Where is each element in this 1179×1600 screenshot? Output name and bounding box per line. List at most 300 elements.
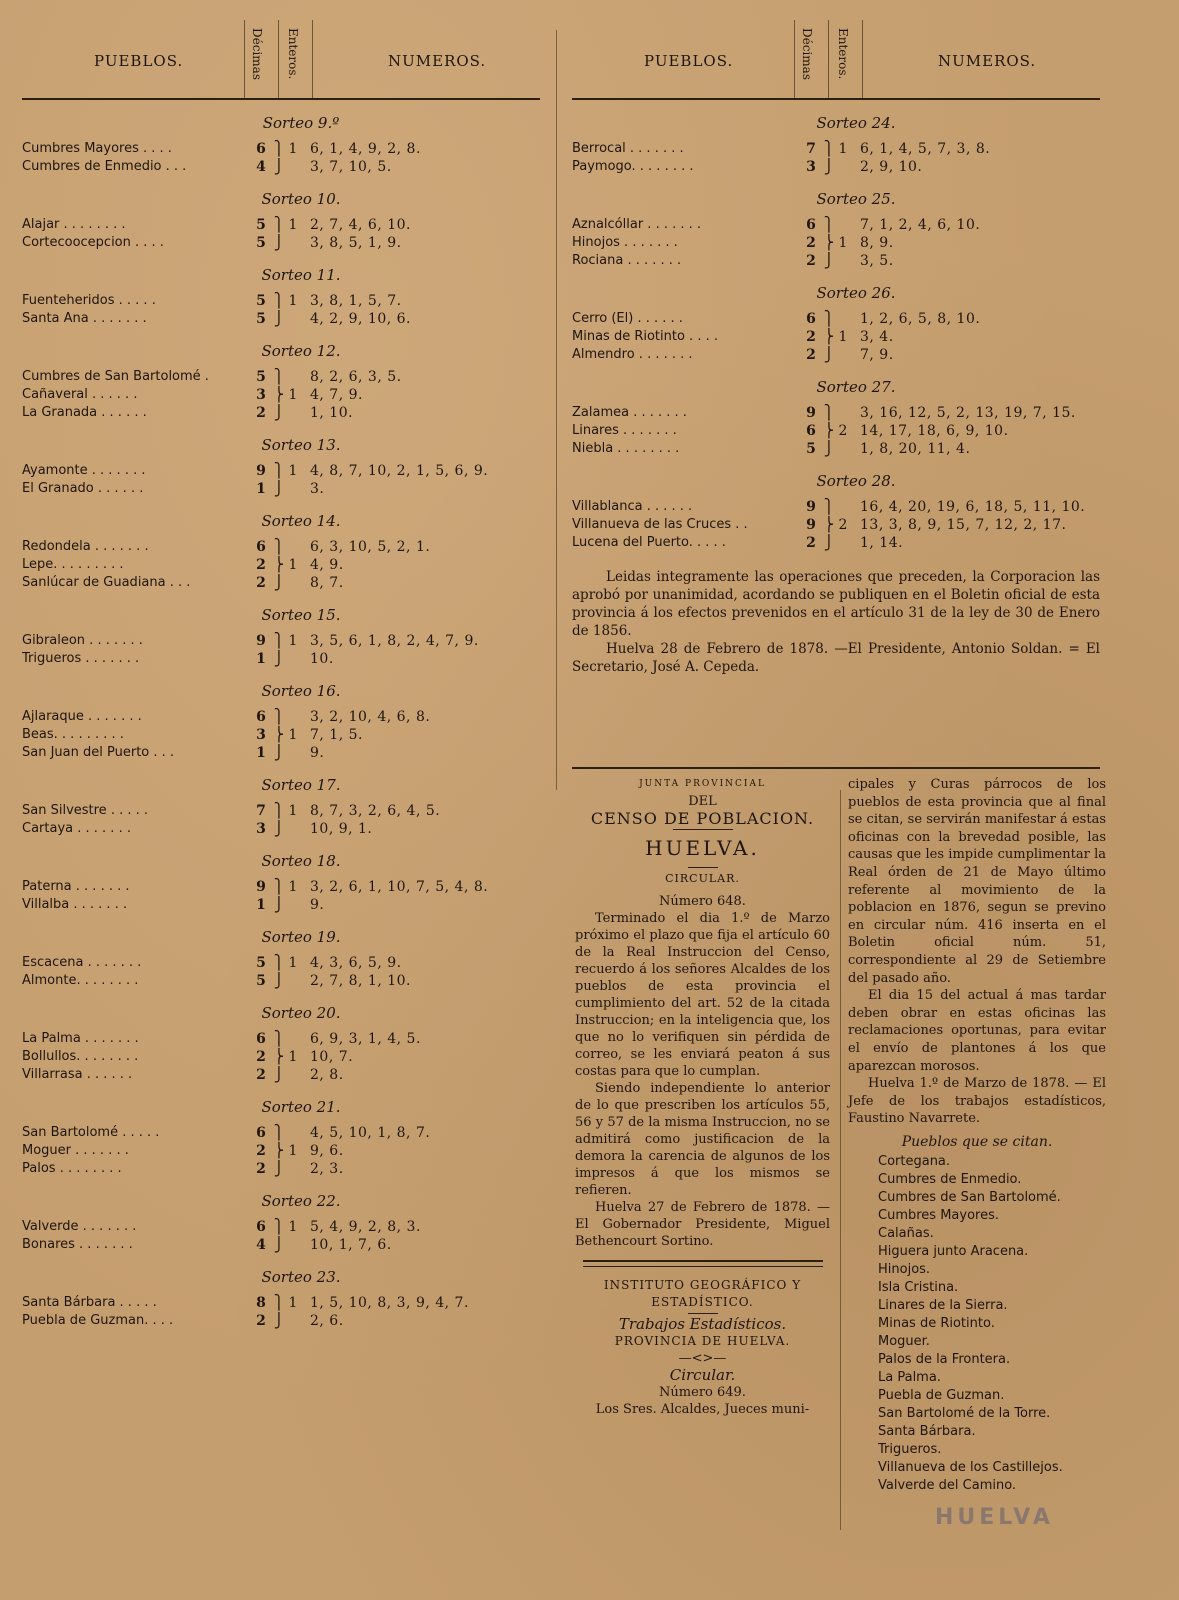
numeros-value: 9.	[310, 745, 325, 761]
brace: ⎫	[273, 1125, 285, 1141]
sorteo-group	[22, 538, 540, 592]
town-name: Niebla . . . . . . . .	[572, 441, 680, 456]
list-item: Moguer.	[878, 1334, 930, 1350]
enteros-value: 1	[288, 1219, 298, 1235]
list-item: Cumbres Mayores.	[878, 1208, 999, 1224]
enteros-value	[286, 1124, 300, 1142]
decimas-value: 6	[256, 709, 266, 725]
header-enteros: Enteros.	[836, 28, 850, 80]
enteros-value	[836, 158, 850, 176]
list-item: Hinojos.	[878, 1262, 931, 1278]
town-name: Lucena del Puerto. . . . .	[572, 535, 726, 550]
sorteo-group	[22, 708, 540, 762]
brace: ⎭	[273, 159, 285, 175]
numeros-value: 8, 9.	[860, 235, 894, 251]
town-name: San Silvestre . . . . .	[22, 803, 149, 818]
table-row	[22, 538, 540, 556]
decimas-value: 4	[256, 159, 266, 175]
decimas-value: 3	[806, 159, 816, 175]
header-enteros: Enteros.	[286, 28, 300, 80]
instituto-heading: INSTITUTO GEOGRÁFICO Y ESTADÍSTICO.	[603, 1278, 802, 1309]
brace: ⎬	[273, 1049, 285, 1065]
decimas-value: 6	[256, 539, 266, 555]
brace: ⎭	[273, 575, 285, 591]
enteros-value	[286, 158, 300, 176]
brace: ⎭	[823, 535, 835, 551]
table-row	[22, 368, 540, 386]
junta-heading: JUNTA PROVINCIAL	[639, 779, 766, 789]
decimas-value: 6	[806, 311, 816, 327]
table-row	[572, 216, 1100, 234]
town-name: Paterna . . . . . . .	[22, 879, 130, 894]
decimas-value: 2	[806, 235, 816, 251]
left-column	[22, 20, 540, 1330]
brace: ⎬	[823, 235, 835, 251]
table-row	[22, 158, 540, 176]
decimas-value: 9	[806, 405, 816, 421]
sorteo-group	[22, 954, 540, 990]
brace: ⎬	[273, 727, 285, 743]
sorteo-group	[572, 216, 1100, 270]
table-row	[22, 1066, 540, 1084]
brace: ⎭	[273, 235, 285, 251]
numeros-value: 9.	[310, 897, 325, 913]
table-row	[22, 972, 540, 990]
continuation-paragraph: El dia 15 del actual á mas tardar deben obrar en estas oficinas las reclamaciones oportunas, para evitar el envío de plantones á los que aparezcan morosos.	[848, 988, 1106, 1074]
table-row	[22, 708, 540, 726]
enteros-value: 1	[838, 329, 848, 345]
brace: ⎭	[823, 347, 835, 363]
numeros-value: 1, 2, 6, 5, 8, 10.	[860, 311, 981, 327]
decimas-value: 2	[806, 347, 816, 363]
decimas-value: 2	[806, 329, 816, 345]
censo-heading: CENSO DE POBLACION.	[590, 809, 815, 828]
header-divider	[244, 20, 245, 98]
brace: ⎭	[273, 897, 285, 913]
decimas-value: 6	[256, 1031, 266, 1047]
table-row	[22, 1160, 540, 1178]
numeros-value: 4, 3, 6, 5, 9.	[310, 955, 402, 971]
brace: ⎫	[273, 141, 285, 157]
sorteo-group	[22, 368, 540, 422]
brace: ⎫	[823, 405, 835, 421]
table-row	[22, 574, 540, 592]
brace: ⎫	[273, 1219, 285, 1235]
decimas-value: 1	[256, 481, 266, 497]
brace: ⎫	[273, 709, 285, 725]
numeros-value: 10, 1, 7, 6.	[310, 1237, 392, 1253]
town-name: Santa Ana . . . . . . .	[22, 311, 147, 326]
brace: ⎭	[273, 405, 285, 421]
enteros-value: 1	[288, 217, 298, 233]
enteros-value	[286, 574, 300, 592]
table-row	[22, 650, 540, 668]
divider	[673, 829, 733, 830]
town-name: Cortecoocepcion . . . .	[22, 235, 164, 250]
right-sorteos	[572, 114, 1100, 552]
sorteo-title: Sorteo 20.	[261, 1004, 341, 1022]
brace: ⎭	[273, 821, 285, 837]
table-row	[572, 310, 1100, 328]
town-name: La Granada . . . . . .	[22, 405, 147, 420]
decimas-value: 5	[256, 293, 266, 309]
decimas-value: 7	[256, 803, 266, 819]
table-row	[22, 1294, 540, 1312]
table-row	[22, 386, 540, 404]
enteros-value	[836, 404, 850, 422]
table-header	[572, 20, 1100, 100]
sorteo-title: Sorteo 14.	[261, 512, 341, 530]
enteros-value	[836, 534, 850, 552]
table-row	[22, 216, 540, 234]
header-divider	[278, 20, 279, 98]
numeros-value: 8, 2, 6, 3, 5.	[310, 369, 402, 385]
numeros-value: 3, 4.	[860, 329, 894, 345]
table-row	[22, 1124, 540, 1142]
decimas-value: 7	[806, 141, 816, 157]
brace: ⎬	[273, 387, 285, 403]
town-name: El Granado . . . . . .	[22, 481, 144, 496]
sorteo-group	[22, 292, 540, 328]
decimas-value: 2	[256, 1143, 266, 1159]
enteros-value	[286, 972, 300, 990]
list-item: Cumbres de San Bartolomé.	[878, 1190, 1061, 1206]
town-name: Linares . . . . . . .	[572, 423, 677, 438]
enteros-value: 1	[838, 235, 848, 251]
brace: ⎭	[273, 745, 285, 761]
sorteo-title: Sorteo 16.	[261, 682, 341, 700]
town-name: Villablanca . . . . . .	[572, 499, 693, 514]
brace: ⎭	[273, 1067, 285, 1083]
brace: ⎫	[273, 803, 285, 819]
town-name: Puebla de Guzman. . . .	[22, 1313, 174, 1328]
numeros-value: 2, 7, 4, 6, 10.	[310, 217, 411, 233]
decimas-value: 6	[256, 1219, 266, 1235]
brace: ⎭	[273, 1161, 285, 1177]
decimas-value: 1	[256, 897, 266, 913]
town-name: Cerro (El) . . . . . .	[572, 311, 683, 326]
del-heading: DEL	[688, 794, 717, 809]
brace: ⎫	[273, 1031, 285, 1047]
numeros-value: 14, 17, 18, 6, 9, 10.	[860, 423, 1009, 439]
town-name: Lepe. . . . . . . . .	[22, 557, 124, 572]
enteros-value	[836, 346, 850, 364]
sorteo-title: Sorteo 11.	[261, 266, 341, 284]
header-numeros: NUMEROS.	[938, 52, 1037, 70]
brace: ⎫	[273, 879, 285, 895]
table-row	[22, 292, 540, 310]
enteros-value	[286, 650, 300, 668]
enteros-value: 1	[288, 879, 298, 895]
closing-signature: Huelva 28 de Febrero de 1878. —El Presidente, Antonio Soldan. = El Secretario, José A. Cepeda.	[572, 641, 1100, 675]
decimas-value: 6	[806, 423, 816, 439]
enteros-value	[286, 744, 300, 762]
table-row	[572, 140, 1100, 158]
numeros-value: 4, 2, 9, 10, 6.	[310, 311, 411, 327]
table-row	[22, 878, 540, 896]
numeros-value: 16, 4, 20, 19, 6, 18, 5, 11, 10.	[860, 499, 1086, 515]
table-row	[572, 440, 1100, 458]
sorteo-group	[22, 140, 540, 176]
list-item: Santa Bárbara.	[878, 1424, 976, 1440]
numeros-value: 9, 6.	[310, 1143, 344, 1159]
decimas-value: 8	[256, 1295, 266, 1311]
enteros-value	[286, 1030, 300, 1048]
sorteo-group	[22, 802, 540, 838]
decimas-value: 5	[256, 235, 266, 251]
brace: ⎭	[823, 159, 835, 175]
numeros-value: 5, 4, 9, 2, 8, 3.	[310, 1219, 421, 1235]
header-numeros: NUMEROS.	[388, 52, 487, 70]
sorteo-title: Sorteo 27.	[816, 378, 896, 396]
numeros-value: 6, 9, 3, 1, 4, 5.	[310, 1031, 421, 1047]
decimas-value: 3	[256, 821, 266, 837]
circular-paragraph: Siendo independiente lo anterior de lo que prescriben los artículos 55, 56 y 57 de la misma Instruccion, no se admitirá como justificacion de la demora la carencia de algunos de los impresos á que los mismos se refieren.	[575, 1081, 830, 1198]
enteros-value: 1	[288, 141, 298, 157]
numeros-value: 2, 9, 10.	[860, 159, 923, 175]
town-name: Rociana . . . . . . .	[572, 253, 682, 268]
numeros-value: 4, 7, 9.	[310, 387, 363, 403]
numeros-value: 3, 2, 6, 1, 10, 7, 5, 4, 8.	[310, 879, 489, 895]
table-row	[22, 140, 540, 158]
decimas-value: 5	[256, 369, 266, 385]
table-row	[22, 1048, 540, 1066]
brace: ⎭	[273, 1313, 285, 1329]
circular-signature: Huelva 27 de Febrero de 1878. —El Gobernador Presidente, Miguel Bethencourt Sortino.	[575, 1200, 830, 1249]
decimas-value: 2	[806, 253, 816, 269]
huelva-heading: HUELVA.	[645, 836, 760, 860]
enteros-value: 1	[288, 727, 298, 743]
town-name: Redondela . . . . . . .	[22, 539, 149, 554]
enteros-value: 1	[288, 293, 298, 309]
enteros-value: 2	[838, 423, 848, 439]
brace: ⎫	[823, 499, 835, 515]
town-name: Paymogo. . . . . . . .	[572, 159, 694, 174]
brace: ⎬	[273, 557, 285, 573]
list-item: San Bartolomé de la Torre.	[878, 1406, 1051, 1422]
brace: ⎫	[273, 539, 285, 555]
table-row	[572, 422, 1100, 440]
enteros-value: 1	[288, 633, 298, 649]
table-row	[22, 1312, 540, 1330]
sorteo-group	[22, 632, 540, 668]
enteros-value	[286, 480, 300, 498]
sorteo-title: Sorteo 28.	[816, 472, 896, 490]
brace: ⎫	[273, 293, 285, 309]
sorteo-title: Sorteo 25.	[816, 190, 896, 208]
numeros-value: 1, 10.	[310, 405, 354, 421]
list-item: Puebla de Guzman.	[878, 1388, 1005, 1404]
decimas-value: 2	[256, 405, 266, 421]
town-name: Beas. . . . . . . . .	[22, 727, 124, 742]
decimas-value: 1	[256, 745, 266, 761]
table-row	[22, 310, 540, 328]
town-name: La Palma . . . . . . .	[22, 1031, 139, 1046]
table-header	[22, 20, 540, 100]
decimas-value: 9	[256, 633, 266, 649]
numeros-value: 8, 7.	[310, 575, 344, 591]
numeros-value: 4, 5, 10, 1, 8, 7.	[310, 1125, 431, 1141]
town-name: Gibraleon . . . . . . .	[22, 633, 143, 648]
sorteo-group	[22, 1124, 540, 1178]
town-name: Almendro . . . . . . .	[572, 347, 693, 362]
numeros-value: 3, 8, 5, 1, 9.	[310, 235, 402, 251]
brace: ⎫	[823, 311, 835, 327]
decimas-value: 5	[256, 973, 266, 989]
enteros-value	[286, 404, 300, 422]
sorteo-group	[22, 1030, 540, 1084]
numeros-value: 10, 9, 1.	[310, 821, 373, 837]
decimas-value: 2	[256, 575, 266, 591]
continuation-paragraph: cipales y Curas párrocos de los pueblos de esta provincia que al final se citan, se servirán manifestar á estas oficinas con la brevedad posible, las causas que les impide cumplimentar la Real órden de 21 de Mayo último referente al movimiento de la poblacion en 1876, segun se previno en circular núm. 416 inserta en el Boletin oficial núm. 51, correspondiente al 29 de Setiembre del pasado año.	[848, 777, 1106, 986]
numeros-value: 7, 1, 5.	[310, 727, 363, 743]
sorteo-group	[572, 140, 1100, 176]
numeros-value: 3, 2, 10, 4, 6, 8.	[310, 709, 431, 725]
table-row	[572, 516, 1100, 534]
decimas-value: 5	[256, 311, 266, 327]
enteros-value	[836, 216, 850, 234]
brace: ⎫	[273, 463, 285, 479]
brace: ⎭	[273, 1237, 285, 1253]
decimas-value: 2	[256, 1067, 266, 1083]
town-name: Berrocal . . . . . . .	[572, 141, 684, 156]
numeros-value: 10, 7.	[310, 1049, 354, 1065]
town-name: Bollullos. . . . . . . .	[22, 1049, 139, 1064]
decimas-value: 2	[256, 1161, 266, 1177]
town-name: Alajar . . . . . . . .	[22, 217, 126, 232]
enteros-value	[836, 498, 850, 516]
numeros-value: 4, 8, 7, 10, 2, 1, 5, 6, 9.	[310, 463, 489, 479]
enteros-value: 1	[288, 557, 298, 573]
town-name: Hinojos . . . . . . .	[572, 235, 678, 250]
decimas-value: 2	[806, 535, 816, 551]
table-row	[22, 1142, 540, 1160]
right-column	[572, 20, 1100, 676]
sorteo-title: Sorteo 19.	[261, 928, 341, 946]
numeros-value: 3, 8, 1, 5, 7.	[310, 293, 402, 309]
brace: ⎬	[823, 423, 835, 439]
table-row	[572, 234, 1100, 252]
list-item: Palos de la Frontera.	[878, 1352, 1011, 1368]
town-name: Moguer . . . . . . .	[22, 1143, 129, 1158]
town-name: Villanueva de las Cruces . .	[572, 517, 748, 532]
enteros-value	[286, 896, 300, 914]
decimas-value: 9	[256, 463, 266, 479]
numeros-value: 4, 9.	[310, 557, 344, 573]
brace: ⎭	[273, 973, 285, 989]
divider	[688, 1313, 718, 1314]
list-item: Valverde del Camino.	[878, 1478, 1017, 1494]
town-name: San Bartolomé . . . . .	[22, 1125, 160, 1140]
table-row	[22, 556, 540, 574]
pueblos-list	[848, 1153, 1106, 1495]
brace: ⎫	[823, 141, 835, 157]
enteros-value: 1	[288, 387, 298, 403]
left-sorteos	[22, 114, 540, 1330]
list-item: Higuera junto Aracena.	[878, 1244, 1029, 1260]
decimas-value: 5	[256, 217, 266, 233]
enteros-value	[286, 708, 300, 726]
decimas-value: 3	[256, 387, 266, 403]
sorteo-title: Sorteo 22.	[261, 1192, 341, 1210]
decimas-value: 5	[256, 955, 266, 971]
table-row	[22, 1236, 540, 1254]
header-pueblos: PUEBLOS.	[644, 52, 734, 70]
sorteo-title: Sorteo 18.	[261, 852, 341, 870]
numeros-value: 3, 5, 6, 1, 8, 2, 4, 7, 9.	[310, 633, 479, 649]
town-name: Minas de Riotinto . . . .	[572, 329, 718, 344]
town-name: Zalamea . . . . . . .	[572, 405, 687, 420]
town-name: Almonte. . . . . . . .	[22, 973, 139, 988]
numeros-value: 3.	[310, 481, 325, 497]
numeros-value: 3, 7, 10, 5.	[310, 159, 392, 175]
closing-paragraph: Leidas integramente las operaciones que preceden, la Corporacion las aprobó por unanimidad, acordando se publiquen en el Boletin oficial de esta provincia á los efectos prevenidos en el artículo 31 de la ley de 30 de Enero de 1856.	[572, 569, 1100, 639]
numeros-value: 3, 5.	[860, 253, 894, 269]
enteros-value	[286, 1312, 300, 1330]
table-row	[572, 346, 1100, 364]
town-name: Cañaveral . . . . . .	[22, 387, 138, 402]
sorteo-title: Sorteo 12.	[261, 342, 341, 360]
table-row	[572, 252, 1100, 270]
list-item: La Palma.	[878, 1370, 941, 1386]
list-item: Cumbres de Enmedio.	[878, 1172, 1022, 1188]
sorteo-group	[22, 216, 540, 252]
decimas-value: 1	[256, 651, 266, 667]
list-item: Minas de Riotinto.	[878, 1316, 995, 1332]
brace: ⎫	[273, 1295, 285, 1311]
numeros-value: 2, 3.	[310, 1161, 344, 1177]
enteros-value: 1	[288, 803, 298, 819]
sorteo-title: Sorteo 10.	[261, 190, 341, 208]
table-row	[22, 820, 540, 838]
enteros-value	[836, 252, 850, 270]
sorteo-title: Sorteo 17.	[261, 776, 341, 794]
enteros-value: 1	[288, 1295, 298, 1311]
town-name: Aznalcóllar . . . . . . .	[572, 217, 702, 232]
circular-continuation	[848, 776, 1106, 1495]
header-divider	[828, 20, 829, 98]
decimas-value: 2	[256, 557, 266, 573]
brace: ⎭	[273, 481, 285, 497]
decimas-value: 5	[806, 441, 816, 457]
column-divider	[556, 30, 557, 790]
enteros-value: 1	[288, 463, 298, 479]
sorteo-title: Sorteo 24.	[816, 114, 896, 132]
numeros-value: 13, 3, 8, 9, 15, 7, 12, 2, 17.	[860, 517, 1067, 533]
enteros-value: 1	[288, 955, 298, 971]
table-row	[572, 498, 1100, 516]
numeros-value: 3, 16, 12, 5, 2, 13, 19, 7, 15.	[860, 405, 1076, 421]
library-stamp: HUELVA	[935, 1505, 1054, 1530]
sorteo-group	[572, 498, 1100, 552]
table-row	[22, 480, 540, 498]
brace: ⎫	[273, 369, 285, 385]
enteros-value: 2	[838, 517, 848, 533]
decimas-value: 6	[806, 217, 816, 233]
town-name: Bonares . . . . . . .	[22, 1237, 133, 1252]
table-row	[22, 404, 540, 422]
column-divider	[840, 790, 841, 1530]
provincia-heading: PROVINCIA DE HUELVA.	[614, 1334, 791, 1348]
decimas-value: 9	[806, 499, 816, 515]
decimas-value: 2	[256, 1313, 266, 1329]
table-row	[22, 802, 540, 820]
table-row	[22, 1218, 540, 1236]
sorteo-group	[22, 1218, 540, 1254]
numeros-value: 1, 5, 10, 8, 3, 9, 4, 7.	[310, 1295, 469, 1311]
brace: ⎭	[823, 253, 835, 269]
list-item: Linares de la Sierra.	[878, 1298, 1008, 1314]
